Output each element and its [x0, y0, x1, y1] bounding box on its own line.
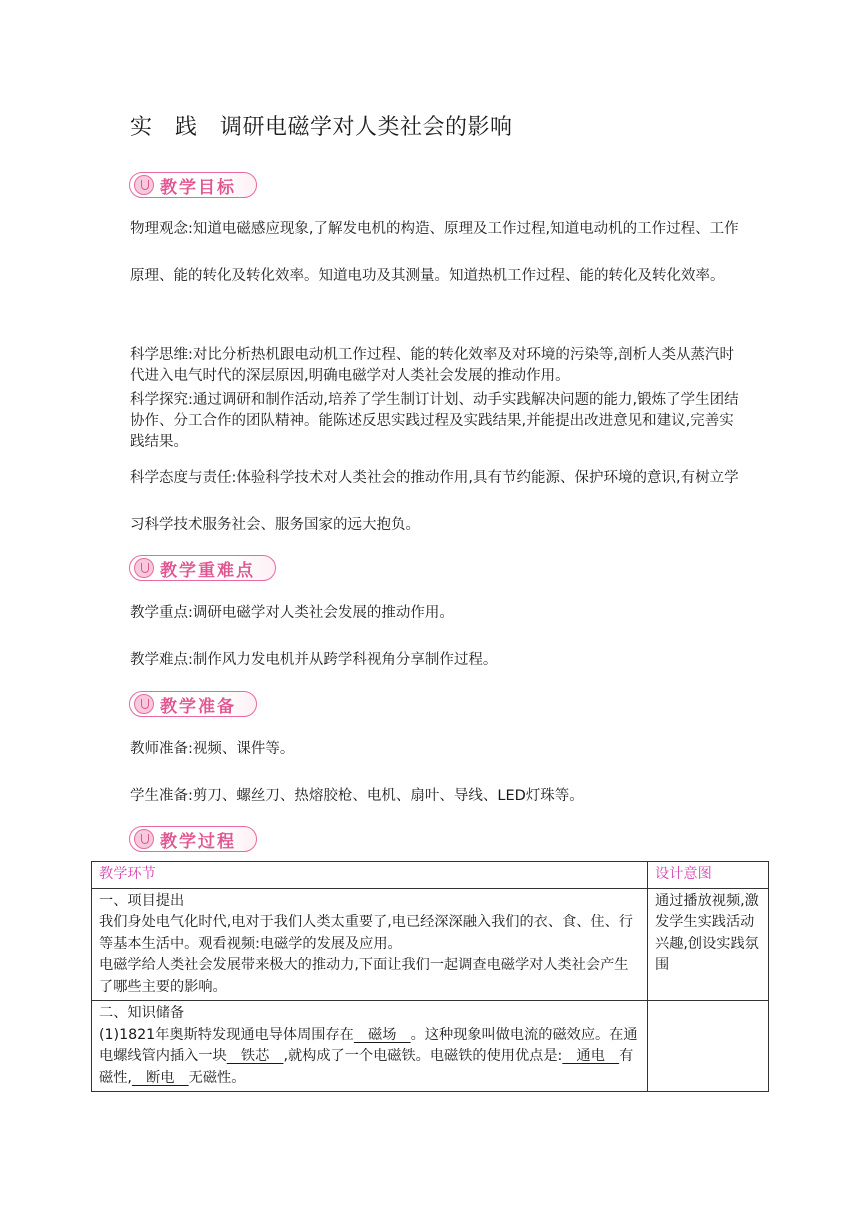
prep-teacher: 教师准备:视频、课件等。	[130, 741, 295, 757]
page-title: 实 践 调研电磁学对人类社会的影响	[130, 115, 513, 140]
stage-heading: 二、知识储备	[99, 1005, 185, 1021]
stage-heading: 一、项目提出	[99, 892, 185, 909]
stage-text: 我们身处电气化时代,电对于我们人类太重要了,电已经深深融入我们的衣、食、住、行等基本生活中。观看视频:电磁学的发展及应用。	[99, 914, 633, 952]
text-run: 无磁性。	[188, 1069, 246, 1086]
text-run: 有磁性,	[99, 1048, 634, 1086]
stage-cell	[92, 888, 648, 1001]
section-heading-preparation	[129, 690, 257, 718]
section-badge	[129, 826, 257, 852]
key-point-difficulty: 教学难点:制作风力发电机并从跨学科视角分享制作过程。	[130, 652, 498, 668]
section-label: 教学目标	[160, 177, 236, 198]
section-label: 教学过程	[160, 831, 236, 852]
stage-cell	[92, 1001, 648, 1092]
section-heading-key-points	[129, 554, 276, 582]
blank-answer: 铁芯	[226, 1048, 284, 1064]
fill-blank-text	[99, 1025, 641, 1090]
table-header-row	[92, 862, 769, 889]
section-badge	[129, 691, 257, 717]
section-emblem-icon	[134, 694, 154, 714]
stage-text: 电磁学给人类社会发展带来极大的推动力,下面让我们一起调查电磁学对人类社会产生了哪些主要的影响。	[99, 957, 629, 995]
section-heading-goals	[129, 171, 257, 199]
intent-cell	[648, 1001, 769, 1092]
section-badge	[129, 555, 276, 581]
section-emblem-icon	[134, 558, 154, 578]
section-emblem-icon	[134, 829, 154, 849]
blank-answer: 磁场	[353, 1026, 411, 1043]
intent-cell: 通过播放视频,激发学生实践活动兴趣,创设实践氛围	[648, 888, 769, 1001]
table-row	[92, 888, 769, 1001]
blank-answer: 通电	[562, 1048, 620, 1064]
table-row	[92, 1001, 769, 1092]
goal-attitude: 科学态度与责任:体验科学技术对人类社会的推动作用,具有节约能源、保护环境的意识,有树立学习科学技术服务社会、服务国家的远大抱负。	[130, 470, 739, 533]
goal-physics-concept: 物理观念:知道电磁感应现象,了解发电机的构造、原理及工作过程,知道电动机的工作过程、工作原理、能的转化及转化效率。知道电功及其测量。知道热机工作过程、能的转化及转化效率。	[130, 221, 739, 284]
text-run: ,就构成了一个电磁铁。电磁铁的使用优点是:	[283, 1048, 563, 1064]
text-run: (1)1821年奥斯特发现通电导体周围存在	[99, 1026, 354, 1043]
blank-answer: 断电	[131, 1069, 189, 1086]
header-design-intent: 设计意图	[648, 862, 769, 889]
goal-scientific-thinking: 科学思维:对比分析热机跟电动机工作过程、能的转化效率及对环境的污染等,剖析人类从蒸汽时代进入电气时代的深层原因,明确电磁学对人类社会发展的推动作用。	[130, 347, 734, 384]
key-point-focus: 教学重点:调研电磁学对人类社会发展的推动作用。	[130, 605, 454, 621]
teaching-process-table	[91, 861, 769, 1092]
text-run: 。这种现象叫做电流的磁效应。在通电螺线管内插入一块	[99, 1026, 638, 1064]
section-heading-process	[129, 825, 257, 853]
section-label: 教学准备	[160, 696, 236, 717]
prep-student: 学生准备:剪刀、螺丝刀、热熔胶枪、电机、扇叶、导线、LED灯珠等。	[130, 788, 584, 804]
section-emblem-icon	[134, 175, 154, 195]
section-label: 教学重难点	[160, 560, 255, 581]
goal-scientific-inquiry: 科学探究:通过调研和制作活动,培养了学生制订计划、动手实践解决问题的能力,锻炼了学生团结协作、分工合作的团队精神。能陈述反思实践过程及实践结果,并能提出改进意见和建议,完善实践结果。	[130, 392, 739, 450]
section-badge	[129, 172, 257, 198]
header-teaching-stage: 教学环节	[92, 862, 648, 889]
